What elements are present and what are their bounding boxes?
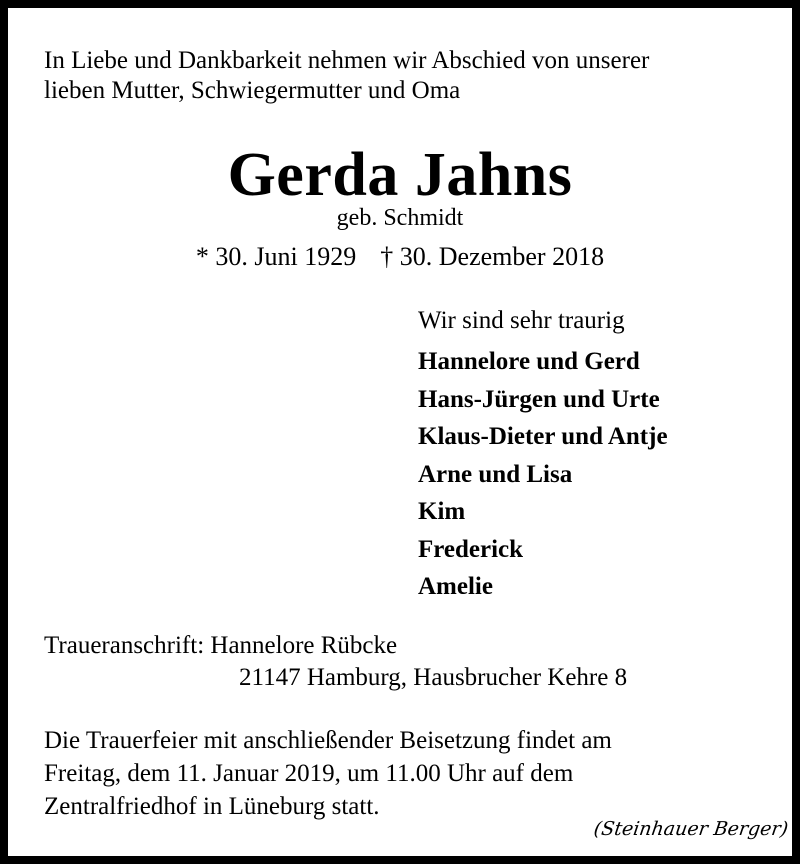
mourner-name: Amelie	[418, 573, 493, 600]
funeral-home-signature: (Steinhauer Berger)	[592, 818, 790, 840]
mourner-name: Hans-Jürgen und Urte	[418, 385, 660, 413]
mourning-address	[44, 630, 784, 694]
mourners-list	[418, 304, 778, 606]
intro-line-2: lieben Mutter, Schwiegermutter und Oma	[44, 77, 461, 104]
mourner-name: Hannelore und Gerd	[418, 348, 640, 375]
address-line-2: 21147 Hamburg, Hausbrucher Kehre 8	[239, 664, 628, 691]
mourner-name: Kim	[418, 498, 466, 525]
mourner-name: Frederick	[418, 535, 524, 563]
service-line-1: Die Trauerfeier mit anschließender Beisetzung findet am	[44, 727, 612, 754]
intro-text	[44, 46, 764, 106]
birth-date: * 30. Juni 1929	[195, 242, 357, 271]
funeral-service-info	[44, 724, 764, 823]
address-line-1: Traueranschrift: Hannelore Rübcke	[44, 632, 398, 659]
deceased-name: Gerda Jahns	[227, 141, 573, 209]
service-line-2: Freitag, dem 11. Januar 2019, um 11.00 Uhr auf dem	[44, 760, 574, 787]
mourners-intro: Wir sind sehr traurig	[418, 307, 625, 334]
service-line-3: Zentralfriedhof in Lüneburg statt.	[44, 793, 380, 820]
death-date: † 30. Dezember 2018	[380, 242, 605, 271]
life-dates	[8, 242, 792, 272]
obituary-notice	[8, 8, 792, 856]
intro-line-1: In Liebe und Dankbarkeit nehmen wir Abschied von unserer	[44, 47, 650, 74]
maiden-name: geb. Schmidt	[336, 205, 464, 231]
mourner-name: Klaus-Dieter und Antje	[418, 423, 668, 450]
mourner-name: Arne und Lisa	[418, 460, 573, 488]
